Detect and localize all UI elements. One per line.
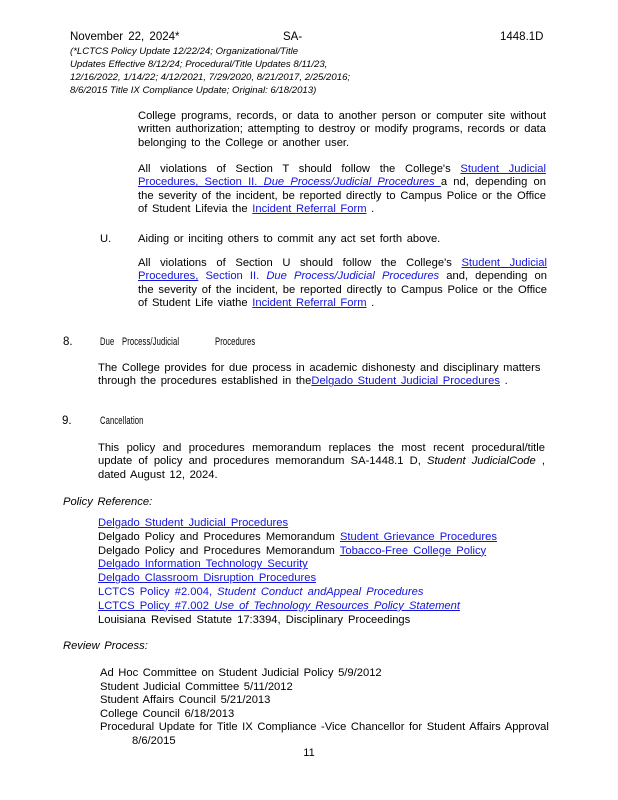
- link-student-conduct-and-appeal-procedures[interactable]: Student Conduct andAppeal Procedures: [217, 585, 424, 598]
- policy-reference-label: Policy Reference:: [63, 496, 153, 508]
- reference-line: [98, 572, 578, 586]
- link-tobacco-free-college-policy[interactable]: Tobacco-Free College Policy: [339, 544, 487, 557]
- section-9-heading-word: Cancellation: [100, 415, 144, 427]
- link-delgado-classroom-disruption-procedures[interactable]: Delgado Classroom Disruption Procedures: [98, 572, 317, 585]
- item-u-text: Aiding or inciting others to commit any act set forth above.: [138, 233, 441, 245]
- header-number: 1448.1D: [500, 31, 544, 43]
- section-8-heading: [100, 336, 320, 350]
- paragraph-text: and, depending on the severity of the incident, be reported directly to Campus Police or the Office of Student Life viathe: [138, 270, 548, 310]
- section-8-paragraph: [98, 362, 550, 389]
- reference-line: [98, 545, 578, 559]
- reference-line: [98, 517, 578, 531]
- reference-text: Louisiana Revised Statute 17:3394, Disciplinary Proceedings: [98, 613, 411, 626]
- review-item: Procedural Update for Title IX Compliance -Vice Chancellor for Student Affairs Approval: [100, 721, 549, 734]
- reference-line: [98, 531, 578, 545]
- student-judicial-code-italic: Student JudicialCode: [426, 455, 536, 468]
- revision-note-line: 8/6/2015 Title IX Compliance Update; Original: 6/18/2013): [70, 85, 317, 96]
- link-incident-referral-form[interactable]: Incident Referral Form: [252, 203, 367, 216]
- paragraph-text: , dated August 12, 2024.: [98, 455, 545, 481]
- review-process-label: Review Process:: [63, 640, 148, 652]
- link-delgado-information-technology-security[interactable]: Delgado Information Technology Security: [98, 558, 308, 571]
- revision-note-line: (*LCTCS Policy Update 12/22/24; Organizational/Title: [70, 46, 299, 57]
- header-series: SA-: [283, 31, 303, 43]
- section-t-continuation-paragraph: College programs, records, or data to another person or computer site without written authorization; attempting to destroy or modify programs, records or data belonging to the College or another user.: [138, 110, 546, 149]
- review-item-date: 8/6/2015: [132, 734, 176, 747]
- section-u-violations-paragraph: [138, 257, 547, 311]
- review-item: Ad Hoc Committee on Student Judicial Policy 5/9/2012: [100, 667, 382, 679]
- review-item: Student Affairs Council 5/21/2013: [100, 694, 271, 707]
- link-delgado-student-judicial-procedures[interactable]: Delgado Student Judicial Procedures: [98, 517, 289, 529]
- header-date: November 22, 2024*: [70, 31, 180, 43]
- link-student-judicial-procedures[interactable]: Student Judicial Procedures,: [138, 257, 547, 283]
- reference-text: Delgado Policy and Procedures Memorandum: [98, 530, 340, 543]
- section-8-heading-word: Process/Judicial: [122, 336, 180, 348]
- link-use-of-technology-resources-policy-statement[interactable]: Use of Technology Resources Policy Statement: [214, 599, 460, 612]
- paragraph-text: All violations of Section T should follow the College's: [138, 163, 461, 175]
- review-item: College Council 6/18/2013: [100, 707, 235, 720]
- reference-line: [98, 600, 578, 614]
- reference-line: [98, 558, 578, 572]
- policy-reference-list: [98, 517, 578, 627]
- section-9-heading: [100, 415, 220, 429]
- paragraph-text: .: [499, 375, 508, 388]
- link-section-ii: Section II.: [198, 270, 267, 283]
- section-9-number: 9.: [62, 415, 72, 427]
- link-lctcs-policy-7-002[interactable]: LCTCS Policy #7.002: [98, 599, 215, 612]
- revision-note-line: Updates Effective 8/12/24; Procedural/Title Updates 8/11/23,: [70, 59, 328, 70]
- section-8-heading-word: Due: [100, 336, 115, 348]
- link-lctcs-policy-2-004[interactable]: LCTCS Policy #2.004,: [98, 585, 218, 598]
- paragraph-text: .: [366, 297, 375, 310]
- item-u-label: U.: [100, 233, 112, 245]
- link-student-judicial-procedures-section-ii[interactable]: Student Judicial Procedures, Section II.: [138, 163, 546, 189]
- paragraph-text: The College provides for due process in academic dishonesty and disciplinary matters through the procedures established in the: [98, 362, 541, 388]
- section-8-number: 8.: [63, 336, 73, 348]
- page-number: 11: [303, 747, 315, 759]
- link-incident-referral-form[interactable]: Incident Referral Form: [252, 297, 367, 310]
- paragraph-text: a nd, depending on the severity of the incident, be reported directly to Campus Police or the Office of Student Lifevia the: [138, 176, 546, 216]
- link-delgado-student-judicial-procedures[interactable]: Delgado Student Judicial Procedures: [311, 375, 500, 388]
- revision-note-line: 12/16/2022, 1/14/22; 4/12/2021, 7/29/2020, 8/21/2017, 2/25/2016;: [70, 72, 351, 83]
- reference-text: Delgado Policy and Procedures Memorandum: [98, 544, 340, 557]
- revision-note: [70, 45, 410, 97]
- review-item: Student Judicial Committee 5/11/2012: [100, 680, 293, 693]
- reference-line: [98, 614, 578, 628]
- link-student-grievance-procedures[interactable]: Student Grievance Procedures: [339, 530, 497, 543]
- section-8-heading-word: Procedures: [215, 336, 256, 348]
- link-due-process-judicial-procedures: Due Process/Judicial Procedures: [266, 270, 440, 283]
- paragraph-text: This policy and procedures memorandum replaces the most recent procedural/title update of policy and procedures memorandum SA-1448.1 D,: [98, 442, 545, 468]
- section-9-paragraph: [98, 442, 545, 482]
- paragraph-text: .: [366, 203, 375, 216]
- review-process-list: [100, 667, 580, 749]
- reference-line: [98, 586, 578, 600]
- paragraph-text: All violations of Section U should follow the College's: [138, 257, 462, 269]
- link-due-process-judicial-procedures[interactable]: Due Process/Judicial Procedures: [263, 176, 441, 189]
- section-t-violations-paragraph: [138, 163, 546, 217]
